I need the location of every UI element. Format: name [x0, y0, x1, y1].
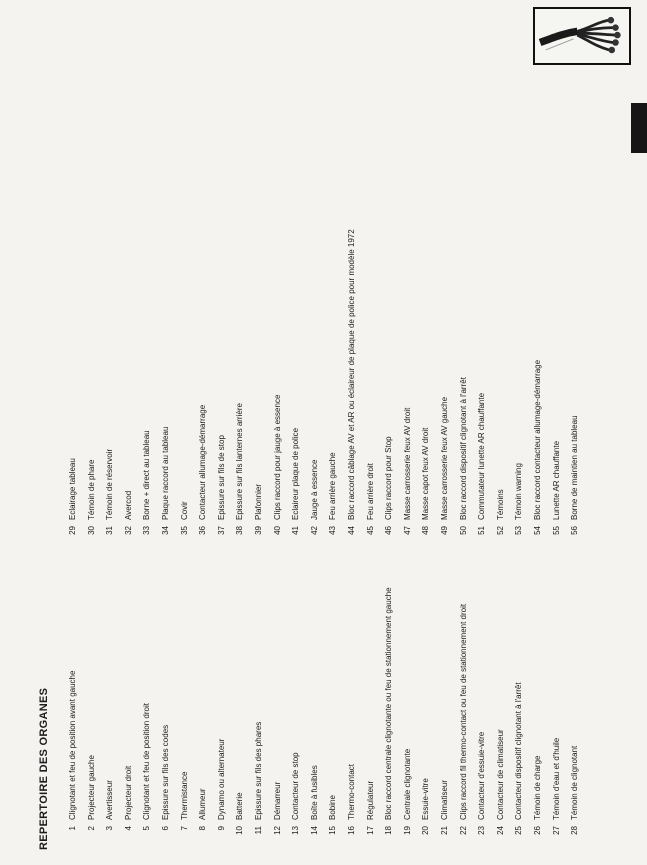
list-item	[364, 463, 378, 550]
repertoire-sheet	[38, 70, 598, 850]
item-number: 56	[570, 526, 580, 535]
list-item	[364, 781, 378, 850]
page-edge-marker	[631, 103, 647, 153]
item-number: 17	[365, 826, 375, 835]
item-label: Borne + direct au tableau	[142, 430, 152, 520]
item-number: 23	[477, 826, 487, 835]
item-label: Bloc raccord dispositif clignotant à l'arrêt	[458, 377, 468, 520]
item-label: Eclaireur plaque de police	[291, 427, 301, 520]
item-label: Projecteur gauche	[86, 755, 96, 820]
list-item	[252, 722, 266, 850]
item-label: Feu arrière droit	[365, 463, 375, 520]
list-item	[233, 792, 247, 850]
list-item	[85, 460, 99, 550]
item-label: Témoin de réservoir	[105, 448, 115, 520]
item-label: Avertisseur	[105, 780, 115, 820]
list-item	[178, 501, 192, 550]
list-item	[382, 436, 396, 550]
item-label: Témoin de charge	[533, 755, 542, 820]
item-number: 2	[86, 826, 96, 831]
item-number: 52	[495, 526, 505, 535]
item-number: 22	[458, 826, 468, 835]
list-item	[196, 788, 210, 850]
item-number: 20	[421, 826, 431, 835]
item-label: Régulateur	[365, 780, 375, 820]
connector-illustration	[535, 9, 629, 63]
item-label: Bloc raccord contacteur allumage-démarrage	[533, 359, 542, 520]
list-item	[66, 671, 80, 850]
item-label: Contacteur dispositif clignotant à l'arrêt	[514, 682, 524, 820]
item-number: 26	[533, 826, 542, 835]
item-number: 7	[179, 826, 189, 831]
item-label: Témoin d'eau et d'huile	[551, 737, 561, 820]
list-item	[550, 738, 564, 850]
item-number: 13	[291, 826, 301, 835]
item-label: Dynamo ou alternateur	[216, 738, 226, 820]
list-item	[140, 703, 154, 850]
list-item	[326, 795, 340, 850]
list-item	[252, 484, 266, 550]
item-number: 15	[328, 826, 338, 835]
item-number: 54	[533, 526, 542, 535]
item-number: 33	[142, 526, 152, 535]
list-item	[457, 377, 471, 550]
item-label: Clignotant et feu de position avant gauche	[68, 670, 77, 820]
list-item	[122, 491, 136, 550]
item-label: Epissure sur fils de stop	[216, 435, 226, 520]
item-number: 47	[402, 526, 412, 535]
list-item	[196, 405, 210, 550]
item-label: Bobine	[328, 795, 338, 820]
item-label: Eclairage tableau	[68, 458, 77, 520]
list-item	[103, 780, 117, 850]
list-item	[215, 739, 229, 850]
item-label: Climatiseur	[440, 779, 449, 820]
item-label: Clips raccord pour jauge à essence	[272, 394, 282, 520]
item-label: Contacteur d'essuie-vitre	[477, 731, 487, 820]
list-item	[159, 427, 173, 550]
list-item	[271, 782, 285, 850]
list-item	[159, 725, 173, 850]
item-label: Feu arrière gauche	[328, 452, 338, 520]
item-label: Bloc raccord centrale clignotante ou feu de stationnement gauche	[384, 587, 394, 820]
item-number: 9	[216, 826, 226, 831]
list-item	[494, 489, 508, 550]
item-label: Contacteur de stop	[291, 752, 301, 820]
list-item	[438, 780, 452, 850]
item-number: 49	[440, 526, 449, 535]
list-item	[494, 729, 508, 850]
item-number: 50	[458, 526, 468, 535]
item-number: 36	[198, 526, 208, 535]
item-number: 19	[402, 826, 412, 835]
item-number: 14	[309, 826, 319, 835]
list-item	[401, 749, 415, 850]
item-number: 44	[347, 526, 356, 535]
list-item	[457, 604, 471, 850]
list-item	[475, 393, 489, 550]
list-item	[308, 460, 322, 551]
item-number: 1	[68, 826, 77, 831]
item-label: Epissure sur fils lanternes arrière	[235, 403, 245, 520]
item-number: 30	[86, 526, 96, 535]
item-label: Plafonnier	[254, 483, 263, 520]
list-item	[345, 229, 359, 550]
item-number: 45	[365, 526, 375, 535]
item-number: 53	[514, 526, 524, 535]
item-label: Plaque raccord au tableau	[161, 426, 170, 520]
item-label: Epissure sur fils des phares	[254, 721, 263, 820]
item-number: 42	[309, 526, 319, 535]
item-number: 39	[254, 526, 263, 535]
item-number: 35	[179, 526, 189, 535]
item-label: Thermo-contact	[347, 763, 356, 820]
list-item	[382, 587, 396, 850]
list-item	[419, 428, 433, 550]
item-number: 34	[161, 526, 170, 535]
item-number: 25	[514, 826, 524, 835]
list-item	[568, 415, 582, 550]
list-item	[568, 746, 582, 850]
item-label: Masse capot feux AV droit	[421, 427, 431, 520]
list-item	[103, 449, 117, 550]
item-label: Témoins	[495, 489, 505, 520]
list-item	[140, 430, 154, 550]
item-label: Témoin warning	[514, 463, 524, 520]
item-number: 55	[551, 526, 561, 535]
item-label: Contacteur de climatiseur	[495, 729, 505, 820]
list-item	[531, 756, 545, 850]
list-item	[122, 766, 136, 850]
item-label: Témoin de clignotant	[570, 745, 580, 820]
list-item	[326, 452, 340, 550]
item-label: Contacteur allumage-démarrage	[198, 404, 208, 520]
wiring-connector-photo	[533, 7, 631, 65]
list-item	[85, 755, 99, 850]
list-item	[66, 458, 80, 550]
item-label: Clignotant et feu de position droit	[142, 703, 152, 820]
item-number: 24	[495, 826, 505, 835]
item-number: 41	[291, 526, 301, 535]
item-label: Commutateur lunette AR chauffante	[477, 392, 487, 520]
item-number: 38	[235, 526, 245, 535]
item-number: 8	[198, 826, 208, 831]
page-title: REPERTOIRE DES ORGANES	[38, 687, 50, 850]
list-item	[475, 732, 489, 850]
list-item	[233, 403, 247, 550]
item-number: 16	[347, 826, 356, 835]
list-item	[512, 682, 526, 850]
list-item	[438, 397, 452, 550]
item-label: Jauge à essence	[309, 459, 319, 520]
item-label: Lunette AR chauffante	[551, 440, 561, 520]
item-number: 48	[421, 526, 431, 535]
list-item	[178, 772, 192, 850]
list-item	[289, 428, 303, 550]
item-label: Essuie-vitre	[421, 778, 431, 820]
item-label: Démarreur	[272, 781, 282, 820]
list-item	[345, 764, 359, 850]
item-number: 3	[105, 826, 115, 831]
list-item	[215, 435, 229, 550]
item-label: Masse carrosserie feux AV gauche	[440, 396, 449, 520]
item-number: 40	[272, 526, 282, 535]
item-label: Témoin de phare	[86, 459, 96, 520]
item-label: Avercod	[123, 490, 133, 520]
item-label: Boîte à fusibles	[309, 765, 319, 820]
list-item	[419, 778, 433, 850]
list-item	[401, 408, 415, 550]
item-label: Clips raccord fil thermo-contact ou feu de stationnement droit	[458, 603, 468, 820]
item-number: 10	[235, 826, 245, 835]
item-number: 27	[551, 826, 561, 835]
item-label: Centrale clignotante	[402, 748, 412, 820]
item-number: 5	[142, 826, 152, 831]
list-item	[512, 463, 526, 550]
item-number: 46	[384, 526, 394, 535]
list-item	[531, 360, 545, 550]
item-label: Allumeur	[198, 788, 208, 820]
item-label: Borne de maintien au tableau	[570, 415, 580, 520]
item-label: Bloc raccord câblage AV et AR ou éclaireur de plaque de police pour modèle 1972	[347, 229, 356, 520]
item-number: 32	[123, 526, 133, 535]
item-number: 18	[384, 826, 394, 835]
item-number: 31	[105, 526, 115, 535]
item-number: 29	[68, 526, 77, 535]
item-number: 11	[254, 826, 263, 835]
item-label: Clips raccord pour Stop	[384, 436, 394, 520]
item-number: 12	[272, 826, 282, 835]
item-number: 4	[123, 826, 133, 831]
item-number: 6	[161, 826, 170, 831]
item-number: 21	[440, 826, 449, 835]
item-number: 28	[570, 826, 580, 835]
item-label: Thermistance	[179, 771, 189, 820]
item-number: 43	[328, 526, 338, 535]
item-number: 37	[216, 526, 226, 535]
item-label: Batterie	[235, 792, 245, 820]
item-label: Epissure sur fils des codes	[161, 724, 170, 820]
list-item	[289, 752, 303, 850]
item-number: 51	[477, 526, 487, 535]
list-item	[271, 395, 285, 550]
item-label: Projecteur droit	[123, 765, 133, 820]
list-item	[308, 765, 322, 850]
item-label: Masse carrosserie feux AV droit	[402, 407, 412, 520]
item-label: Covir	[179, 501, 189, 520]
list-item	[550, 441, 564, 550]
